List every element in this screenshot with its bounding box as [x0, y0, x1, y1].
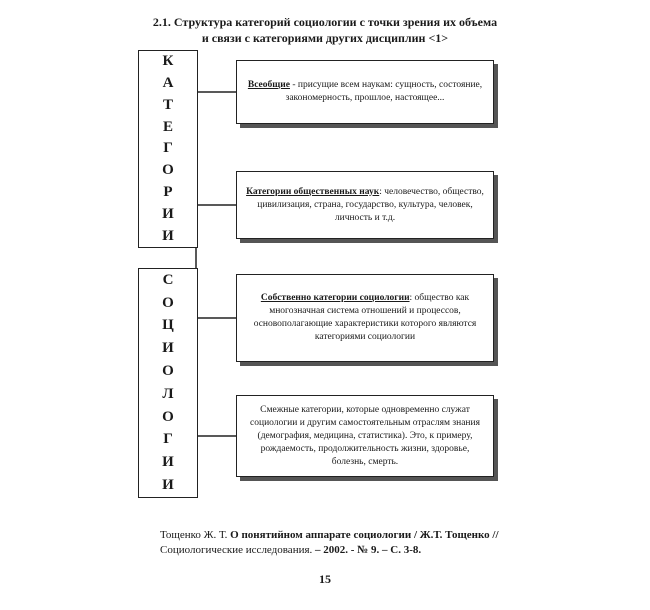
categories-letter: Г — [163, 140, 173, 157]
reference-journal: Социологические исследования. — [160, 544, 313, 556]
categories-letter: А — [162, 75, 174, 92]
sociology-letter: О — [162, 363, 174, 380]
reference-author: Тощенко Ж. Т. — [160, 529, 231, 541]
reference-title: О понятийном аппарате социологии / Ж.Т. Тощенко // — [230, 529, 499, 541]
sociology-letter: И — [162, 340, 174, 357]
box-text: Смежные категории, которые одновременно служат социологии и другим самостоятельным отраслям знания (демография, медицина, статистика). Это, к примеру, рождаемость, продолжительность жизни, здоровье, болезнь, смерть. — [250, 404, 480, 467]
categories-letter: Р — [163, 183, 173, 200]
categories-letter: Т — [162, 96, 173, 113]
sociology-letter: И — [162, 477, 174, 494]
categories-letter: И — [162, 227, 174, 244]
sociology-letter: Л — [162, 385, 174, 402]
vertical-word-sociology — [138, 268, 198, 498]
categories-letter: О — [162, 162, 174, 179]
sociology-letter: О — [162, 408, 174, 425]
box-heading: Всеобщие — [247, 80, 290, 90]
sociology-letter: И — [162, 454, 174, 471]
figure-title-line-1: 2.1. Структура категорий социологии с точки зрения их объема — [152, 15, 498, 29]
sociology-letter: Ц — [162, 317, 174, 334]
box-text: - присущие всем наукам: сущность, состояние, закономерность, прошлое, настоящее... — [285, 80, 483, 103]
box-heading: Собственно категории социологии — [260, 293, 410, 303]
figure-title — [110, 14, 540, 46]
categories-letter: Е — [162, 118, 173, 135]
vertical-word-categories — [138, 50, 198, 248]
letters-bottom — [139, 269, 197, 497]
categories-letter: К — [162, 53, 174, 70]
categories-letter: И — [162, 205, 174, 222]
category-box-sociology-proper — [236, 274, 494, 362]
letters-top — [139, 51, 197, 247]
box-text: : человечество, общество, цивилизация, страна, государство, культура, человек, личность и т.д. — [257, 186, 484, 223]
sociology-letter: О — [162, 294, 174, 311]
category-box-adjacent — [236, 395, 494, 477]
box-heading: Категории общественных наук — [246, 186, 380, 197]
reference-details: – 2002. - № 9. – С. 3-8. — [312, 544, 422, 556]
box-text: : общество как многозначная система отношений и процессов, основополагающие характеристики которого являются категориями социологии — [253, 293, 477, 342]
category-box-social-sciences — [236, 171, 494, 239]
page-number: 15 — [319, 572, 331, 586]
reference-footnote — [160, 528, 540, 558]
sociology-letter: С — [162, 271, 174, 288]
sociology-letter: Г — [163, 431, 173, 448]
category-box-universal — [236, 60, 494, 124]
figure-title-line-2: и связи с категориями других дисциплин <1> — [201, 31, 449, 45]
